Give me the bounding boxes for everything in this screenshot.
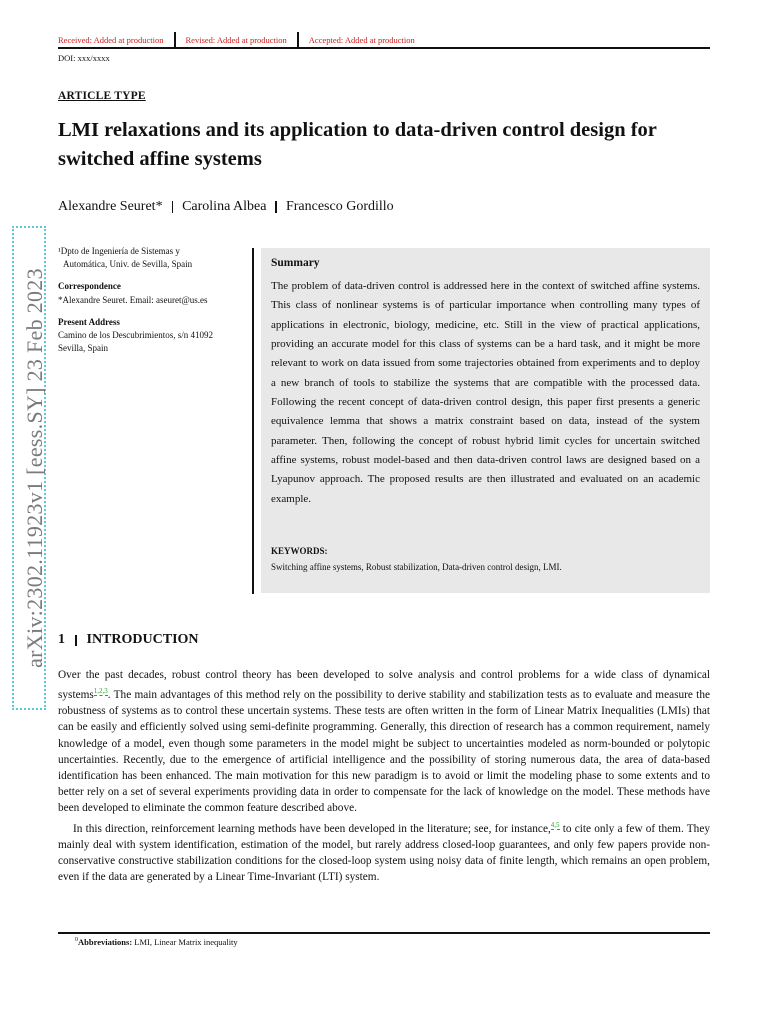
author: Alexandre Seuret* xyxy=(58,199,163,214)
paragraph-text: Over the past decades, robust control theory has been developed to solve analysis and control problems for a wide class of dynamical systems xyxy=(58,669,710,701)
paragraph-text: to cite only a few of them. They mainly deal with system identification, estimation of the model, but rarely address closed-loop guarantees, and only few papers provide non-conservative constructive stabilization conditions for the closed-loop system using noisy data of finite length, which remains an open problem, even if the data are generated by a Linear Time-Invariant (LTI) system. xyxy=(58,822,710,883)
article-type: ARTICLE TYPE xyxy=(58,90,146,102)
citation-link[interactable]: 1,2,3 xyxy=(93,687,108,696)
author: Francesco Gordillo xyxy=(285,199,394,214)
footnote-rule xyxy=(58,932,710,934)
summary-heading: Summary xyxy=(271,257,320,269)
footnote-label: Abbreviations: xyxy=(78,937,133,947)
keywords-text: Switching affine systems, Robust stabilization, Data-driven control design, LMI. xyxy=(271,562,562,572)
present-address-line: Sevilla, Spain xyxy=(58,343,108,354)
section-heading xyxy=(58,632,199,648)
paragraph xyxy=(58,667,710,817)
arxiv-identifier: arXiv:2302.11923v1 [eess.SY] 23 Feb 2023 xyxy=(22,268,47,668)
footnote-text: LMI, Linear Matrix inequality xyxy=(132,937,238,947)
keywords-heading: KEYWORDS: xyxy=(271,546,328,556)
paragraph-text: In this direction, reinforcement learning methods have been developed in the literature; see, for instance, xyxy=(73,822,551,835)
citation-link[interactable]: 4,5 xyxy=(550,820,560,829)
correspondence-heading: Correspondence xyxy=(58,281,121,292)
affiliation-line: Automática, Univ. de Sevilla, Spain xyxy=(63,259,193,270)
summary-text: The problem of data-driven control is addressed here in the context of switched affine systems. This class of nonlinear systems is of particular importance when controlling many types of applications in electronic, biology, medicine, etc. Still in the view of practical applications, providing an accurate model for this class of systems can be a hard task, and it might be more relevant to work on data issued from some trajectories obtained from experiments and to deploy a new branch of tools to stabilize the systems that are compatible with the processed data. Following the recent concept of data-driven control design, this paper first presents a generic equivalence lemma that shows a matrix constraint based on data, instead of the system parameter. Then, following the concept of robust hybrid limit cycles for uncertain switched affine systems, robust model-based and then data-driven control laws are designed based on a Lyapunov approach. The proposed results are then illustrated and evaluated on an academic example. xyxy=(271,280,700,505)
footnote-mark: 0 xyxy=(75,937,78,944)
author-list xyxy=(58,199,394,215)
author-separator xyxy=(275,201,277,213)
revised-date: Revised: Added at production xyxy=(185,35,287,45)
present-address-line: Camino de los Descubrimientos, s/n 41092 xyxy=(58,330,213,341)
header-rule xyxy=(58,47,710,49)
affiliation-column xyxy=(58,245,243,355)
correspondence-text: *Alexandre Seuret. Email: aseuret@us.es xyxy=(58,294,208,305)
section-number: 1 xyxy=(58,632,65,647)
present-address-heading: Present Address xyxy=(58,316,120,327)
summary-divider xyxy=(252,248,254,594)
section-title: INTRODUCTION xyxy=(86,632,199,647)
received-date: Received: Added at production xyxy=(58,35,164,45)
body-text xyxy=(58,667,710,885)
affiliation-line: ¹Dpto de Ingeniería de Sistemas y xyxy=(58,246,180,256)
author: Carolina Albea xyxy=(182,199,267,214)
author-separator xyxy=(172,201,174,213)
accepted-date: Accepted: Added at production xyxy=(308,35,415,45)
section-separator xyxy=(75,635,77,646)
paragraph-text: . The main advantages of this method rely on the possibility to derive stability and stabilization tests as to evaluate and measure the robustness of systems as to control these uncertain systems. These tests are often written in the form of Linear Matrix Inequalities (LMIs) that can be easily and efficiently solved using semi-definite programming. Generally, this direction of research has a common requirement, namely knowledge of a model, even though some parameters in the model might be subject to uncertainties modeled as norm-bounded or polytopic uncertainties. Recently, due to the emergence of artificial intelligence and the possibility of storing numerous data, the area of data-based identification has been enhanced. The main motivation for this new paradigm is to avoid or limit the modeling phase to some extents and to better rely on a set of several experiments providing data in order to compensate for the lack of knowledge on the model. These methods have been developed to eliminate the common feature described above. xyxy=(58,688,710,815)
paper-title: LMI relaxations and its application to data-driven control design for switched affine systems xyxy=(58,119,657,170)
doi: DOI: xxx/xxxx xyxy=(58,53,110,63)
footnote xyxy=(75,937,238,947)
paragraph xyxy=(58,817,710,886)
